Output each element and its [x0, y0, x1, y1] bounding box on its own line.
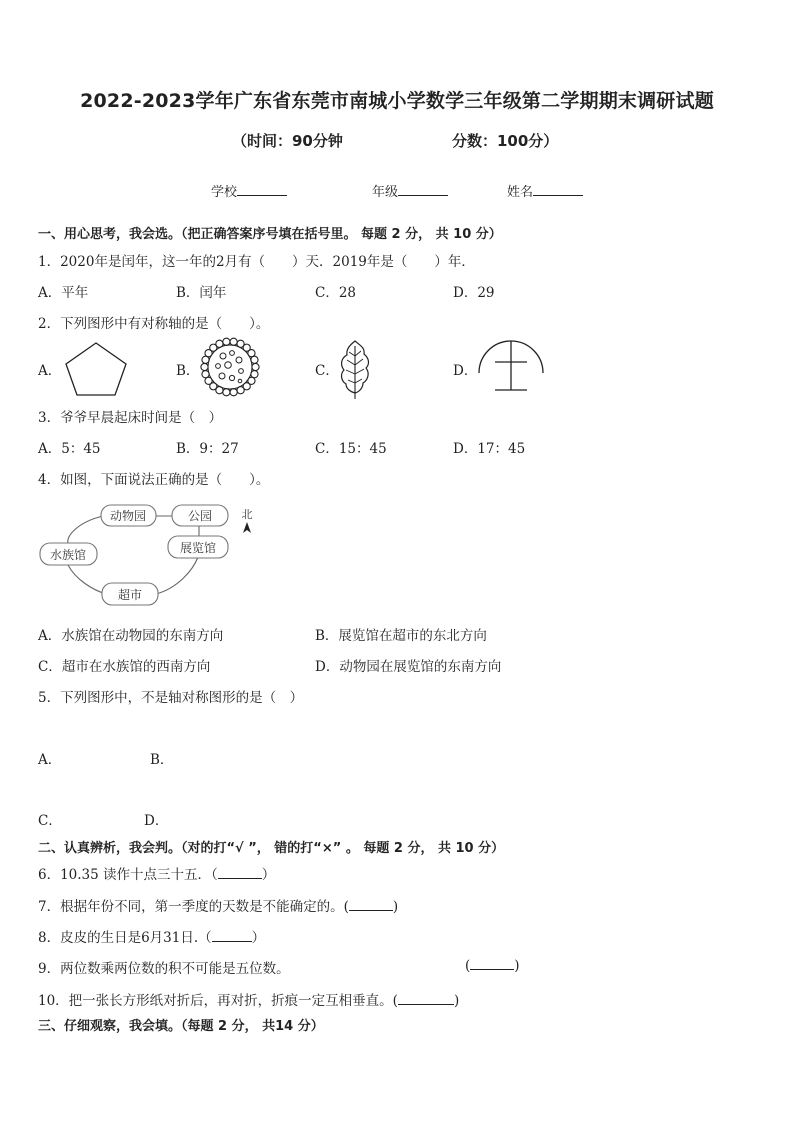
- section-2-heading: 二、认真辨析，我会判。（对的打“√ ”， 错的打“×” 。 每题 2 分， 共 10 分）: [38, 841, 505, 856]
- cookie-scallop: [230, 338, 237, 345]
- question-7: 7．根据年份不同，第一季度的天数是不能确定的。( ): [38, 899, 399, 915]
- round-cookie-figure: [201, 338, 259, 396]
- q4-option-d: D．动物园在展览馆的东南方向: [315, 659, 502, 675]
- q3-option-c: C．15：45: [315, 441, 387, 457]
- question-1-stem: 1．2020年是闰年，这一年的2月有（ ）天．2019年是（ ）年．: [38, 254, 475, 270]
- question-3-stem: 3．爷爷早晨起床时间是（ ）: [38, 410, 223, 426]
- cookie-scallop: [201, 363, 208, 370]
- school-field: 学校: [211, 181, 287, 200]
- question-9: 9．两位数乘两位数的积不可能是五位数。: [38, 961, 290, 977]
- pentagon-figure: [62, 340, 130, 398]
- question-6: 6．10.35 读作十点三十五．（ ）: [38, 867, 276, 883]
- question-5-stem: 5．下列图形中，不是轴对称图形的是（ ）: [38, 690, 304, 706]
- map-zoo-label: 动物园: [109, 509, 147, 523]
- q1-option-a: A．平年: [38, 285, 89, 301]
- map-market-label: 超市: [117, 588, 143, 602]
- map-aquarium-label: 水族馆: [49, 548, 87, 562]
- question-2-stem: 2．下列图形中有对称轴的是（ ）。: [38, 316, 270, 332]
- q2-option-a: A．: [38, 363, 62, 379]
- cookie-scallop: [223, 338, 230, 345]
- name-field: 姓名: [507, 181, 583, 200]
- q3-option-a: A．5：45: [38, 441, 101, 457]
- q4-option-b: B．展览馆在超市的东北方向: [315, 628, 487, 644]
- q1-option-c: C．28: [315, 285, 357, 301]
- map-exhibition-label: 展览馆: [179, 541, 217, 555]
- exam-time: （时间：90分钟: [232, 132, 343, 150]
- question-9-blank: ( ): [465, 958, 520, 974]
- q1-option-b: B．闰年: [176, 285, 227, 301]
- q4-option-a: A．水族馆在动物园的东南方向: [38, 628, 224, 644]
- q4-option-c: C．超市在水族馆的西南方向: [38, 659, 211, 675]
- question-10: 10．把一张长方形纸对折后，再对折，折痕一定互相垂直。( ): [38, 993, 460, 1009]
- leaf-figure: [337, 338, 373, 400]
- q2-option-b: B．: [176, 363, 200, 379]
- arch-figure: [474, 340, 548, 396]
- q5-option-a: A．: [38, 752, 62, 768]
- exam-score: 分数：100分）: [452, 132, 559, 150]
- cookie-scallop: [223, 389, 230, 396]
- q5-option-d: D．: [144, 813, 169, 829]
- question-8: 8．皮皮的生日是6月31日.（ ）: [38, 930, 266, 946]
- location-map: [38, 500, 268, 610]
- map-north-label: 北: [241, 508, 253, 521]
- map-park-label: 公园: [187, 509, 213, 523]
- cookie-scallop: [252, 363, 259, 370]
- q3-option-b: B．9：27: [176, 441, 239, 457]
- question-4-stem: 4．如图，下面说法正确的是（ ）。: [38, 472, 270, 488]
- q2-option-d: D．: [453, 363, 478, 379]
- cookie-scallop: [230, 389, 237, 396]
- q1-option-d: D．29: [453, 285, 495, 301]
- q5-option-b: B．: [150, 752, 174, 768]
- exam-title: 2022-2023学年广东省东莞市南城小学数学三年级第二学期期末调研试题: [80, 90, 714, 112]
- north-arrow-icon: [243, 522, 251, 533]
- q2-option-c: C．: [315, 363, 339, 379]
- section-1-heading: 一、用心思考，我会选。（把正确答案序号填在括号里。 每题 2 分， 共 10 分）: [38, 227, 502, 242]
- q3-option-d: D．17：45: [453, 441, 526, 457]
- grade-field: 年级: [372, 181, 448, 200]
- q5-option-c: C．: [38, 813, 62, 829]
- section-3-heading: 三、仔细观察，我会填。（每题 2 分， 共14 分）: [38, 1019, 324, 1034]
